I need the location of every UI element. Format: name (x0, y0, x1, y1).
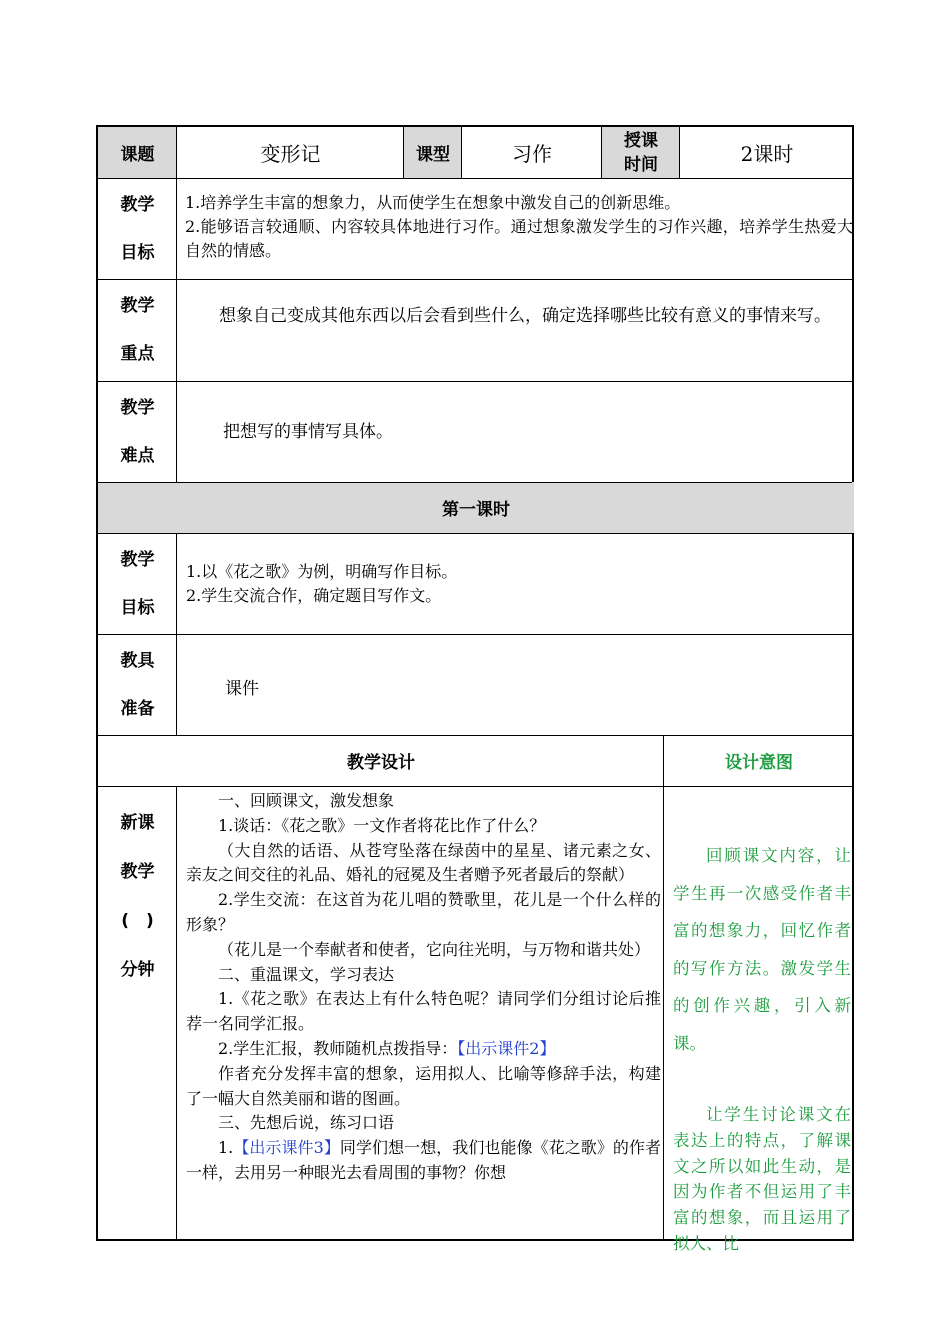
col-divider (461, 127, 462, 178)
row-divider (98, 735, 852, 736)
type-value: 习作 (512, 142, 552, 166)
lesson-title: 第一课时 (98, 482, 854, 533)
col-divider (663, 735, 664, 1241)
intent-header: 设计意图 (725, 753, 793, 773)
goal-line-1: 1.培养学生丰富的想象力，从而使学生在想象中激发自己的创新思维。 (185, 193, 681, 212)
row-divider (98, 634, 852, 635)
lesson-goal-2: 2.学生交流合作，确定题目写作文。 (186, 586, 442, 605)
label-tools-line1: 教具 (120, 650, 155, 671)
design-p1: 一、回顾课文，激发想象 (218, 791, 395, 810)
design-p11 (186, 1136, 661, 1186)
label-lesson-goals (98, 533, 177, 634)
label-time-line2: 时间 (624, 154, 658, 175)
design-p4: 2.学生交流：在这首为花儿唱的赞歌里，花儿是一个什么样的形象？ (186, 890, 661, 934)
lesson-goals-content (186, 560, 846, 608)
label-diff-line1: 教学 (120, 397, 155, 418)
intent-content (673, 837, 851, 1253)
col-divider (403, 127, 404, 178)
design-p11-pre: 1. (218, 1138, 234, 1158)
label-new-lesson-4: 分钟 (120, 960, 155, 980)
label-goals (98, 178, 177, 279)
col-divider (176, 533, 177, 735)
label-goals-line2: 目标 (120, 242, 155, 263)
label-new-lesson (98, 799, 177, 995)
topic-value: 变形记 (260, 142, 321, 166)
label-type: 课型 (404, 127, 462, 178)
label-key-line1: 教学 (120, 296, 155, 316)
lesson-plan-table (96, 125, 854, 1253)
label-topic: 课题 (98, 127, 177, 178)
design-header: 教学设计 (347, 753, 415, 773)
row-divider (98, 786, 852, 787)
time-value: 2课时 (740, 142, 794, 166)
key-points-content: 想象自己变成其他东西以后会看到些什么，确定选择哪些比较有意义的事情来写。 (219, 306, 831, 326)
design-content (186, 789, 661, 1186)
label-time-line1: 授课 (624, 130, 658, 151)
label-new-lesson-1: 新课 (120, 813, 155, 833)
label-lgoals-line2: 目标 (120, 597, 155, 618)
design-p2: 1.谈话：《花之歌》一文作者将花比作了什么？ (218, 815, 546, 835)
col-divider (176, 786, 177, 1241)
design-p9: 作者充分发挥丰富的想象，运用拟人、比喻等修辞手法，构建了一幅大自然美丽和谐的图画。 (186, 1063, 661, 1108)
tools-content: 课件 (225, 679, 259, 699)
design-p6: 二、重温课文，学习表达 (218, 964, 395, 984)
label-diff-line2: 难点 (120, 445, 155, 466)
label-new-lesson-3: ( ) (121, 911, 154, 931)
row-divider (98, 381, 852, 382)
difficulties-content: 把想写的事情写具体。 (223, 422, 393, 442)
label-time (602, 127, 680, 178)
label-lgoals-line1: 教学 (120, 549, 155, 570)
design-p8 (186, 1037, 661, 1062)
label-tools-line2: 准备 (120, 698, 155, 719)
row-divider (98, 279, 852, 280)
design-p10: 三、先想后说，练习口语 (218, 1113, 395, 1133)
design-p3: （大自然的话语、从苍穹坠落在绿茵中的星星、诸元素之女、亲友之间交往的礼品、婚礼的冠冕及生者赠予死者最后的祭献） (186, 840, 661, 885)
label-new-lesson-2: 教学 (120, 862, 155, 882)
design-p8-text: 2.学生汇报，教师随机点拨指导： (218, 1038, 458, 1058)
lesson-goal-1: 1.以《花之歌》为例，明确写作目标。 (186, 562, 458, 581)
intent-p1: 回顾课文内容，让学生再一次感受作者丰富的想象力，回忆作者的写作方法。激发学生的创作兴趣，引入新课。 (673, 846, 851, 1053)
label-key-line2: 重点 (120, 344, 155, 364)
col-divider (176, 127, 177, 482)
goal-line-2: 2.能够语言较通顺、内容较具体地进行习作。通过想象激发学生的习作兴趣，培养学生热爱大自然的情感。 (185, 217, 853, 260)
col-divider (601, 127, 602, 178)
design-p11-text: 同学们想一想，我们也能像《花之歌》的作者一样，去用另一种眼光去看周围的事物？你想 (186, 1138, 661, 1182)
col-divider (679, 127, 680, 178)
design-p5: （花儿是一个奉献者和使者，它向往光明，与万物和谐共处） (218, 939, 651, 959)
label-tools (98, 634, 177, 735)
label-difficulties (98, 381, 177, 482)
row-divider (98, 482, 852, 483)
label-key-points (98, 279, 177, 381)
design-p7: 1.《花之歌》在表达上有什么特色呢？请同学们分组讨论后推荐一名同学汇报。 (186, 989, 661, 1034)
courseware-tag-3[interactable]: 【出示课件3】 (233, 1138, 340, 1158)
courseware-tag-2[interactable]: 【出示课件2】 (457, 1038, 556, 1058)
intent-p2: 让学生讨论课文在表达上的特点，了解课文之所以如此生动，是因为作者不但运用了丰富的想象，而且运用了拟人、比 (673, 1105, 851, 1253)
goals-content (185, 191, 853, 263)
row-divider (98, 533, 852, 534)
label-goals-line1: 教学 (120, 194, 155, 215)
row-divider (98, 178, 852, 179)
